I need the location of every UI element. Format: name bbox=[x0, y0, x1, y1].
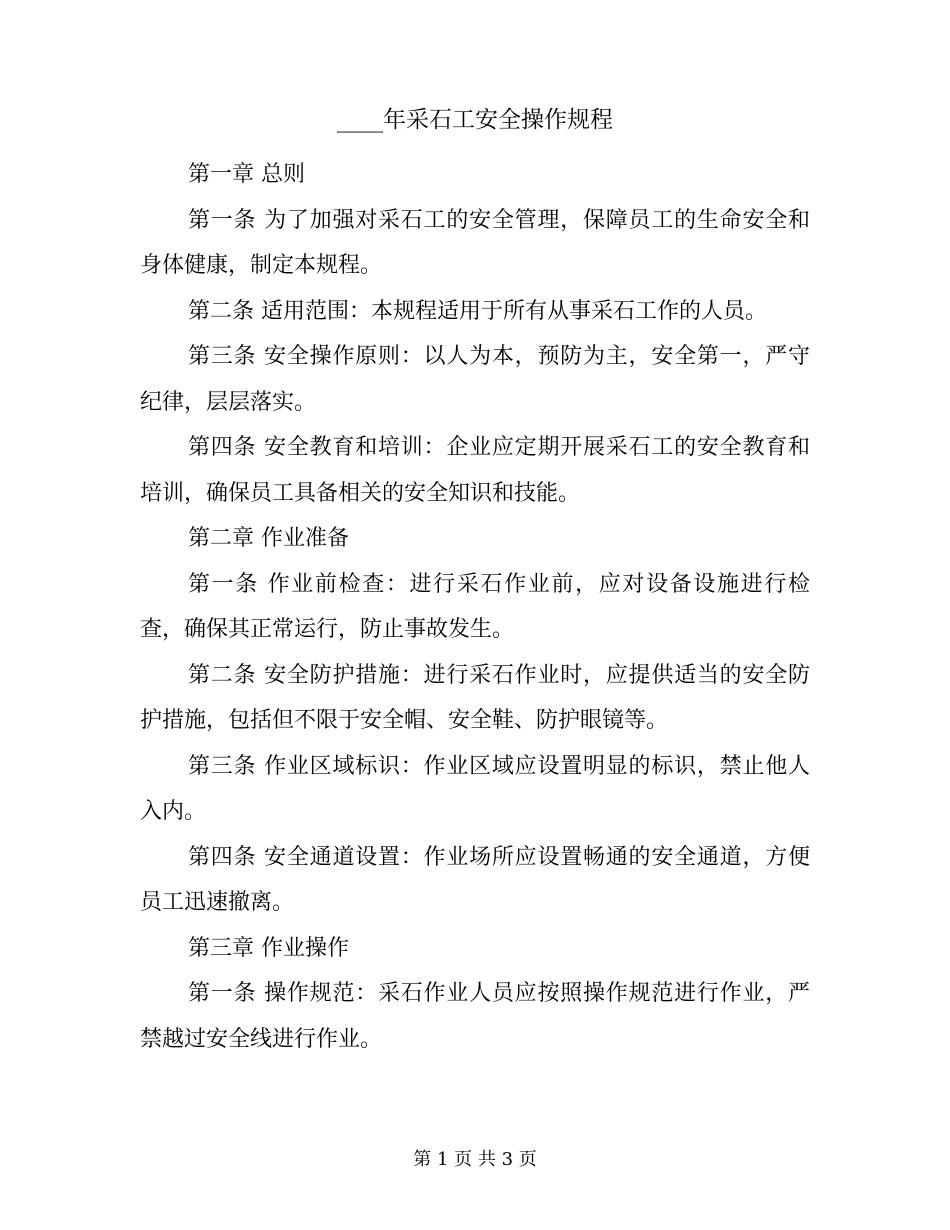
article-paragraph: 第二条 适用范围：本规程适用于所有从事采石工作的人员。 bbox=[188, 298, 767, 324]
document-title: ____年采石工安全操作规程 bbox=[337, 107, 613, 133]
document-body bbox=[140, 152, 810, 1062]
article-paragraph: 第四条 安全教育和培训：企业应定期开展采石工的安全教育和培训，确保员工具备相关的安全知识和技能。 bbox=[140, 435, 810, 506]
chapter-heading: 第二章 作业准备 bbox=[188, 526, 349, 551]
article-paragraph: 第三条 安全操作原则：以人为本，预防为主，安全第一，严守纪律，层层落实。 bbox=[140, 344, 810, 415]
article-paragraph: 第一条 操作规范：采石作业人员应按照操作规范进行作业，严禁越过安全线进行作业。 bbox=[140, 981, 810, 1052]
article-paragraph: 第四条 安全通道设置：作业场所应设置畅通的安全通道，方便员工迅速撤离。 bbox=[140, 844, 810, 915]
page-number-footer: 第 1 页 共 3 页 bbox=[413, 1149, 537, 1170]
article-paragraph: 第三条 作业区域标识：作业区域应设置明显的标识，禁止他人入内。 bbox=[140, 753, 810, 824]
article-paragraph: 第二条 安全防护措施：进行采石作业时，应提供适当的安全防护措施，包括但不限于安全帽、安全鞋、防护眼镜等。 bbox=[140, 662, 810, 733]
article-paragraph: 第一条 作业前检查：进行采石作业前，应对设备设施进行检查，确保其正常运行，防止事故发生。 bbox=[140, 571, 810, 642]
chapter-heading: 第三章 作业操作 bbox=[188, 935, 349, 961]
article-paragraph: 第一条 为了加强对采石工的安全管理，保障员工的生命安全和身体健康，制定本规程。 bbox=[140, 207, 810, 278]
chapter-heading: 第一章 总则 bbox=[188, 162, 305, 187]
